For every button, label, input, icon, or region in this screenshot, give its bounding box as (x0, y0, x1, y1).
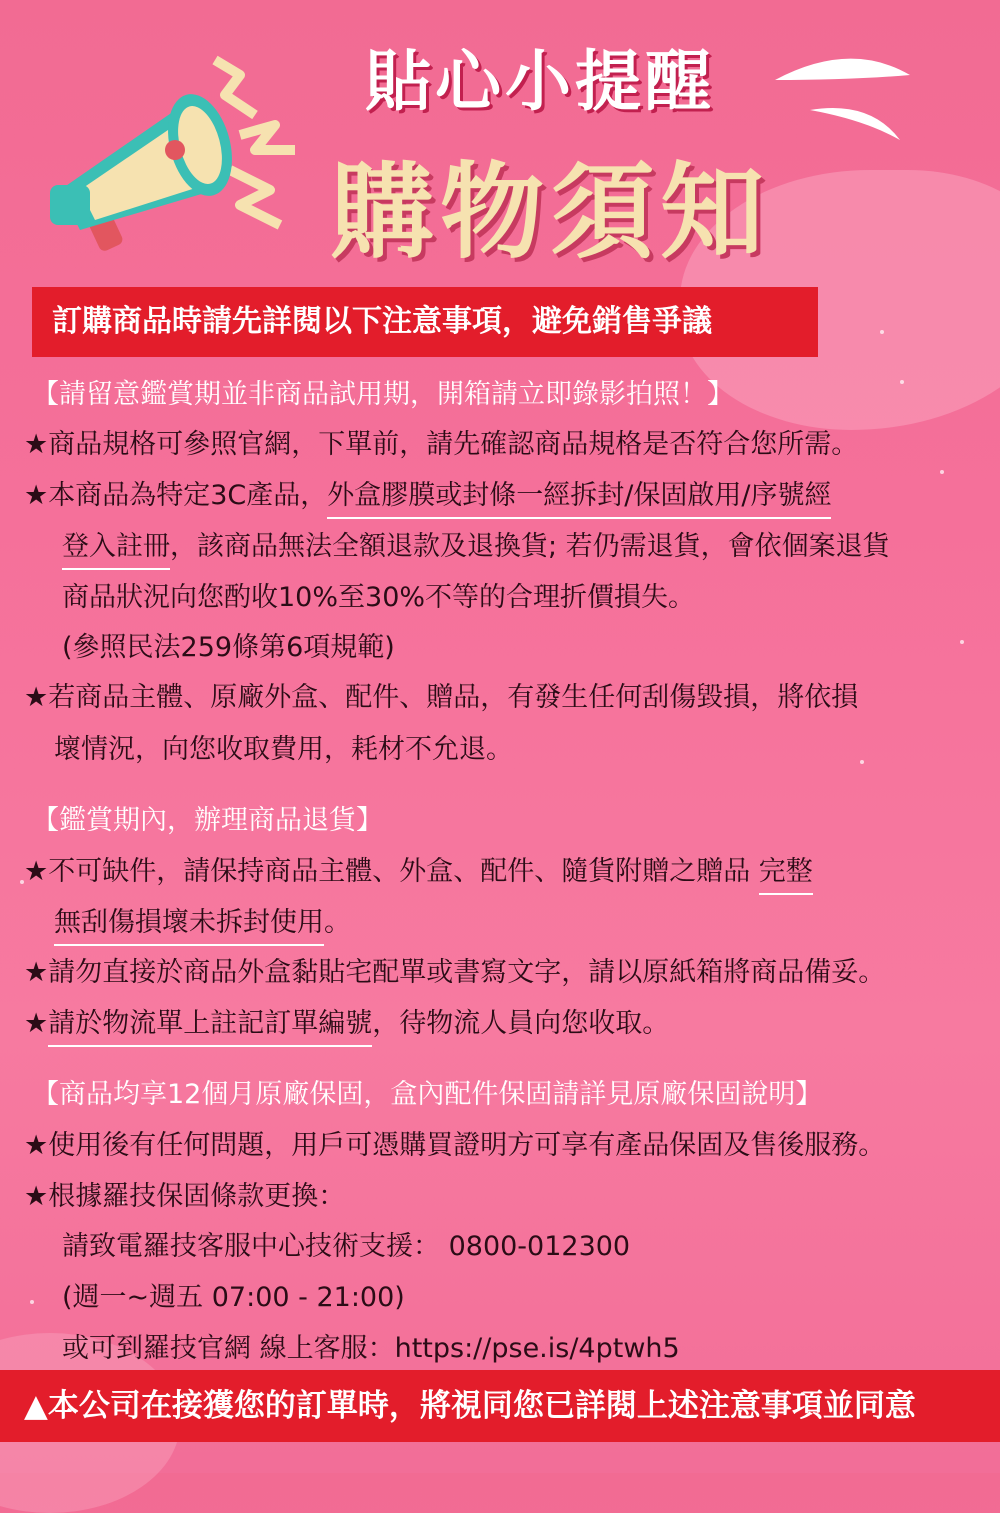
highlight-text: 登入註冊 (62, 531, 170, 570)
support-hours: (週一~週五 07:00 - 21:00) (62, 1282, 405, 1313)
highlight-text: 完整 (759, 856, 813, 895)
list-item-text: ★ (24, 1008, 49, 1039)
swoosh-decoration (770, 50, 920, 180)
list-item: ★請勿直接於商品外盒黏貼宅配單或書寫文字，請以原紙箱將商品備妥。 (24, 957, 886, 988)
support-link: 或可到羅技官網 線上客服：https://pse.is/4ptwh5 (62, 1333, 680, 1364)
list-item-text: ★本商品為特定3C產品， (24, 480, 328, 511)
highlight-text: 無刮傷損壞未拆封使用 (54, 907, 324, 946)
list-item-text: ★不可缺件，請保持商品主體、外盒、配件、隨貨附贈之贈品 (24, 856, 759, 887)
page-subtitle: 貼心小提醒 (365, 43, 715, 120)
footer-banner: ▲本公司在接獲您的訂單時，將視同您已詳閱上述注意事項並同意 (0, 1370, 1000, 1442)
page-title: 購物須知 (330, 151, 771, 273)
support-phone: 請致電羅技客服中心技術支援： 0800-012300 (62, 1231, 631, 1262)
list-item: 壞情況，向您收取費用，耗材不允退。 (54, 734, 513, 765)
notice-banner: 訂購商品時請先詳閱以下注意事項，避免銷售爭議 (32, 287, 818, 357)
list-item: 商品狀況向您酌收10%至30%不等的合理折價損失。 (62, 582, 696, 613)
megaphone-icon (40, 40, 350, 270)
list-item: ★若商品主體、原廠外盒、配件、贈品，有發生任何刮傷毀損，將依損 (24, 682, 859, 713)
section-heading: 【請留意鑑賞期並非商品試用期，開箱請立即錄影拍照！】 (32, 379, 734, 410)
header (0, 0, 1000, 280)
list-item (24, 473, 831, 512)
list-item-text: ，該商品無法全額退款及退換貨; 若仍需退貨，會依個案退貨 (170, 531, 890, 562)
list-item (24, 849, 813, 888)
list-item (54, 900, 351, 939)
list-item (24, 1001, 669, 1040)
list-item-text: ，待物流人員向您收取。 (372, 1008, 670, 1039)
list-item: (參照民法259條第6項規範) (62, 632, 395, 663)
section-heading: 【鑑賞期內，辦理商品退貨】 (32, 805, 383, 836)
highlight-text: 外盒膠膜或封條一經拆封/保固啟用/序號經 (327, 480, 831, 519)
highlight-text: 請於物流單上註記訂單編號 (48, 1008, 372, 1047)
section-heading: 【商品均享12個月原廠保固，盒內配件保固請詳見原廠保固說明】 (32, 1079, 823, 1110)
list-item: ★根據羅技保固條款更換： (24, 1181, 346, 1212)
list-item (62, 524, 890, 563)
list-item-text: 。 (324, 907, 351, 938)
list-item: ★使用後有任何問題，用戶可憑購買證明方可享有產品保固及售後服務。 (24, 1130, 886, 1161)
list-item: ★商品規格可參照官網，下單前，請先確認商品規格是否符合您所需。 (24, 429, 859, 460)
